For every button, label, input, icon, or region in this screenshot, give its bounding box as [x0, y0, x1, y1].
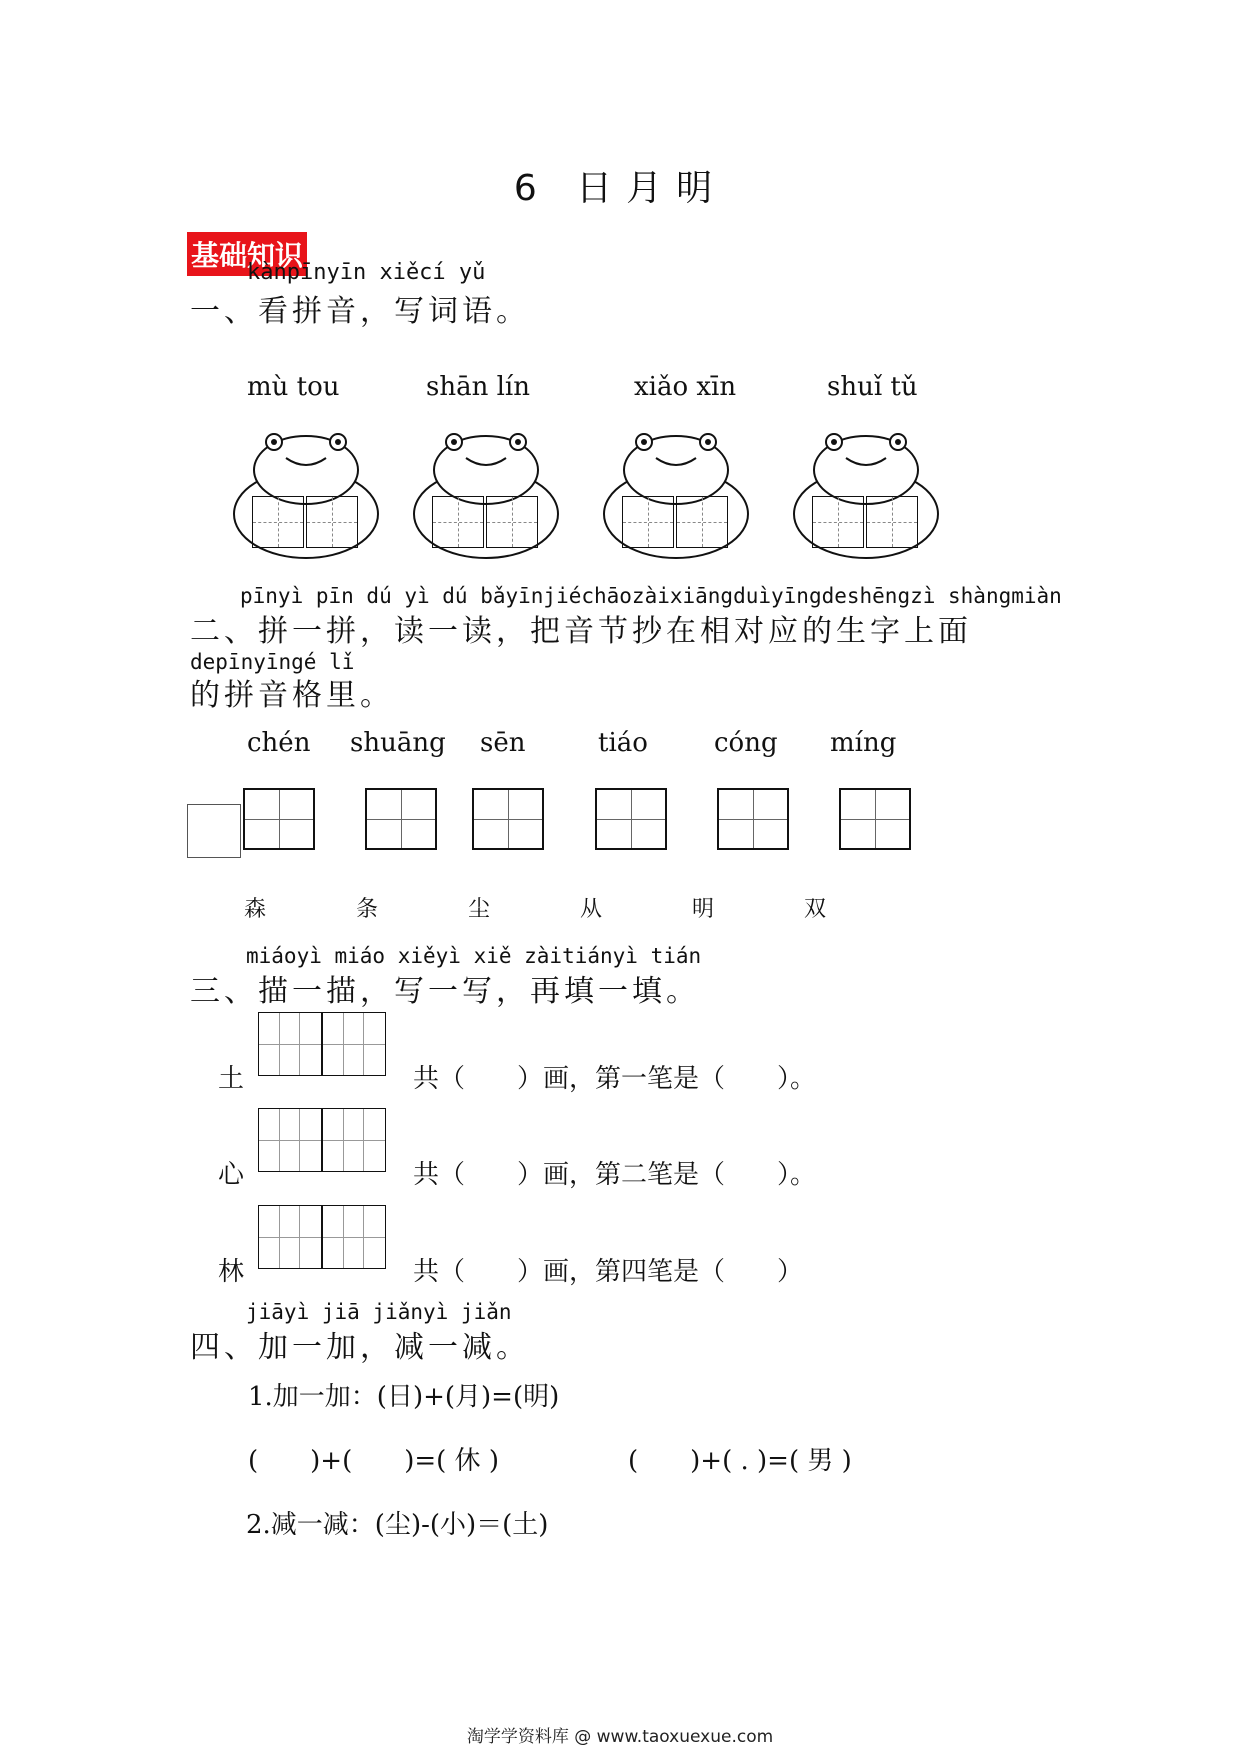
writing-cell[interactable]	[622, 496, 674, 548]
q4-heading: 四、加一加，减一减。	[190, 1330, 530, 1365]
trace-grid[interactable]	[322, 1108, 386, 1172]
pinyin-grid[interactable]	[717, 788, 789, 850]
q2-syllable: shuāng	[350, 728, 446, 758]
section-badge: 基础知识	[187, 232, 307, 276]
q4-line1: 1.加一加：(日)+(月)=(明)	[248, 1382, 560, 1412]
q1-item-pinyin: shuǐ tǔ	[827, 372, 918, 402]
q1-item-pinyin: xiǎo xīn	[634, 372, 737, 402]
trace-grid[interactable]	[258, 1108, 322, 1172]
writing-cell[interactable]	[676, 496, 728, 548]
q4-line3: 2.减一减：(尘)-(小)＝(土)	[246, 1510, 549, 1540]
q2-char: 森	[244, 897, 267, 922]
trace-grid[interactable]	[322, 1012, 386, 1076]
writing-cell[interactable]	[812, 496, 864, 548]
q3-heading: 三、描一描，写一写，再填一填。	[190, 974, 700, 1009]
q2-heading-line2: 的拼音格里。	[190, 678, 394, 713]
writing-cell[interactable]	[486, 496, 538, 548]
q2-pinyin-line1: pīnyì pīn dú yì dú bǎyīnjiéchāozàixiāngduìyīngdeshēngzì shàngmiàn	[240, 584, 1062, 608]
frog-box	[410, 428, 562, 560]
writing-cell[interactable]	[866, 496, 918, 548]
pinyin-grid[interactable]	[595, 788, 667, 850]
q2-char: 从	[580, 897, 603, 922]
small-image-placeholder	[187, 804, 241, 858]
q3-char: 心	[218, 1160, 245, 1190]
q2-char: 双	[804, 897, 827, 922]
footer-watermark: 淘学学资料库 @ www.taoxuexue.com	[466, 1727, 774, 1747]
frog-box	[600, 428, 752, 560]
page-title: 6 日月明	[513, 168, 727, 209]
q2-char: 条	[356, 897, 379, 922]
trace-grid[interactable]	[322, 1205, 386, 1269]
pinyin-grid[interactable]	[365, 788, 437, 850]
trace-grid[interactable]	[258, 1012, 322, 1076]
q2-syllable: chén	[247, 728, 311, 758]
q3-fill-text: 共（ ）画，第四笔是（ ）	[413, 1257, 804, 1287]
pinyin-grid[interactable]	[243, 788, 315, 850]
q4-line2-right: ( )+( . )=( 男 )	[628, 1446, 852, 1476]
q3-fill-text: 共（ ）画，第一笔是（ ）。	[413, 1064, 817, 1094]
q4-line2-left: ( )+( )=( 休 )	[248, 1446, 499, 1476]
trace-grid[interactable]	[258, 1205, 322, 1269]
q2-syllable: míng	[830, 728, 897, 758]
writing-cell[interactable]	[306, 496, 358, 548]
q1-heading: 一、看拼音，写词语。	[190, 294, 530, 329]
frog-box	[230, 428, 382, 560]
q2-pinyin-line2: depīnyīngé lǐ	[190, 650, 355, 674]
q1-item-pinyin: mù tou	[247, 372, 340, 402]
q4-pinyin: jiāyì jiā jiǎnyì jiǎn	[246, 1300, 512, 1324]
pinyin-grid[interactable]	[472, 788, 544, 850]
pinyin-grid[interactable]	[839, 788, 911, 850]
q3-char: 土	[218, 1064, 245, 1094]
q2-heading-line1: 二、拼一拼，读一读，把音节抄在相对应的生字上面	[190, 614, 972, 649]
q1-item-pinyin: shān lín	[426, 372, 530, 402]
q3-pinyin: miáoyì miáo xiěyì xiě zàitiányì tián	[246, 944, 702, 968]
q3-char: 林	[218, 1257, 245, 1287]
q2-syllable: sēn	[480, 728, 526, 758]
q2-char: 尘	[468, 897, 491, 922]
q1-pinyin: kànpīnyīn xiěcí yǔ	[247, 260, 486, 285]
q2-syllable: tiáo	[598, 728, 648, 758]
writing-cell[interactable]	[252, 496, 304, 548]
q3-fill-text: 共（ ）画，第二笔是（ ）。	[413, 1160, 817, 1190]
q2-char: 明	[692, 897, 715, 922]
q2-syllable: cóng	[714, 728, 778, 758]
frog-box	[790, 428, 942, 560]
writing-cell[interactable]	[432, 496, 484, 548]
